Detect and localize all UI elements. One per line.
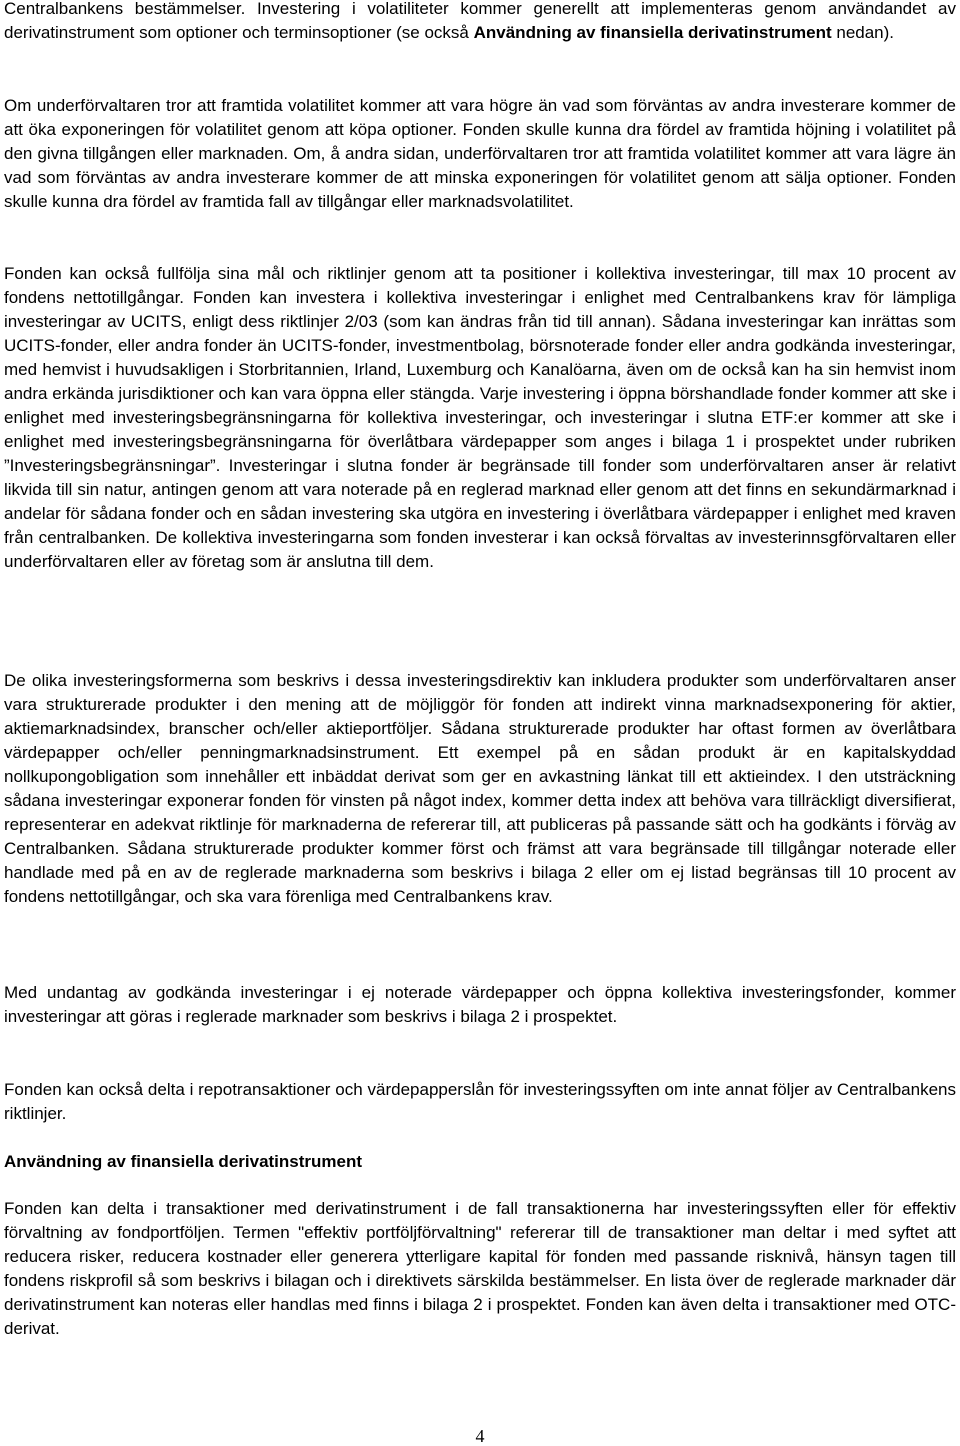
page-number: 4 xyxy=(475,1426,485,1446)
paragraph-repo-transactions: Fonden kan också delta i repotransaktioner och värdepapperslån för investeringssyften om inte annat följer av Centralbankens riktlinjer. xyxy=(4,1080,956,1123)
paragraph-collective-investments: Fonden kan också fullfölja sina mål och riktlinjer genom att ta positioner i kollektiva investeringar, till max 10 procent av fondens nettotillgångar. Fonden kan investera i kollektiva investeringar i enlighet med Centralbankens krav för lämpliga investeringar av UCITS, enligt dess riktlinjer 2/03 (som kan ändras från tid till annan). Sådana investeringar kan inrättas som UCITS-fonder, eller andra fonder än UCITS-fonder, investmentbolag, börsnoterade fonder eller andra godkända investeringar, med hemvist i huvudsakligen i Storbritannien, Irland, Luxemburg och Kanalöarna, även om de också kan ha sin hemvist inom andra erkända jurisdiktioner och kan vara öppna eller stängda. Varje investering i öppna börshandlade fonder kommer att ske i enlighet med investeringsbegränsningarna för kollektiva investeringar, och investeringar i slutna ETF:er kommer att ske i enlighet med investeringsbegränsningarna för överlåtbara värdepapper som anges i bilaga 1 i prospektet under rubriken ”Investeringsbegränsningar”. Investeringar i slutna fonder är begränsade till fonder som underförvaltaren anser är relativt likvida till sin natur, antingen genom att vara noterade på en reglerad marknad eller genom att det finns en sekundärmarknad i andelar för sådana fonder och en sådan investering ska utgöra en investering i överlåtbara värdepapper i enlighet med kraven från centralbanken. De kollektiva investeringarna som fonden investerar i kan också förvaltas av investerinnsgförvaltaren eller underförvaltaren eller av företag som är anslutna till dem. xyxy=(4,264,956,571)
paragraph-volatility-intro xyxy=(4,0,956,45)
paragraph-volatility-exposure: Om underförvaltaren tror att framtida volatilitet kommer att vara högre än vad som förväntas av andra investerare kommer de att öka exponeringen för volatilitet genom att köpa optioner. Fonden skulle kunna dra fördel av framtida höjning i volatilitet på den givna tillgången eller marknaden. Om, å andra sidan, underförvaltaren tror att framtida volatilitet kommer att vara lägre än vad som förväntas av andra investerare kommer de att minska exponeringen för volatilitet genom att sälja optioner. Fonden skulle kunna dra fördel av framtida fall av tillgångar eller marknadsvolatilitet. xyxy=(4,96,956,211)
section-heading: Användning av finansiella derivatinstrument xyxy=(4,1152,363,1171)
paragraph-structured-products: De olika investeringsformerna som beskrivs i dessa investeringsdirektiv kan inkludera produkter som underförvaltaren anser vara strukturerade produkter i den mening att de möjliggör för fonden att indirekt vinna marknadsexponering för aktier, aktiemarknadsindex, branscher och/eller aktieportföljer. Sådana strukturerade produkter har oftast formen av överlåtbara värdepapper och/eller penningmarknadsinstrument. Ett exempel på en sådan produkt är en kapitalskyddad nollkupongobligation som innehåller ett inbäddat derivat som ger en avkastning länkat till ett aktieindex. I den utsträckning sådana investeringar exponerar fonden för vinsten på något index, kommer detta index att behöva vara tillräckligt diversifierat, representerar en adekvat riktlinje för marknaderna de refererar till, att publiceras på passande sätt och ha godkänts i förväg av Centralbanken. Sådana strukturerade produkter kommer först och främst att vara begränsade till tillgångar noterade eller handlade med på en av de reglerade marknaderna som beskrivs i bilaga 2 eller om ej listad begränsas till 10 procent av fondens nettotillgångar, och ska vara förenliga med Centralbankens krav. xyxy=(4,671,956,906)
paragraph-text: nedan). xyxy=(831,23,895,42)
cross-reference-link: Användning av finansiella derivatinstrument xyxy=(473,23,832,42)
paragraph-text: Centralbankens bestämmelser. Investering i volatiliteter kommer generellt att implementeras genom användandet av derivatinstrument som optioner och terminsoptioner (se också xyxy=(4,0,956,42)
paragraph-derivatives: Fonden kan delta i transaktioner med derivatinstrument i de fall transaktionerna har investeringssyften eller för effektiv förvaltning av fondportföljen. Termen "effektiv portföljförvaltning" refererar till de transaktioner man deltar i med syftet att reducera risker, reducera kostnader eller generera ytterligare kapital för fonden med passande risknivå, hänsyn tagen till fondens riskprofil så som beskrivs i bilagan och i direktivets särskilda bestämmelser. En lista över de reglerade marknader där derivatinstrument kan noteras eller handlas med finns i bilaga 2 i prospektet. Fonden kan även delta i transaktioner med OTC-derivat. xyxy=(4,1199,956,1338)
paragraph-unlisted-exceptions: Med undantag av godkända investeringar i ej noterade värdepapper och öppna kollektiva investeringsfonder, kommer investeringar att göras i reglerade marknader som beskrivs i bilaga 2 i prospektet. xyxy=(4,983,956,1026)
